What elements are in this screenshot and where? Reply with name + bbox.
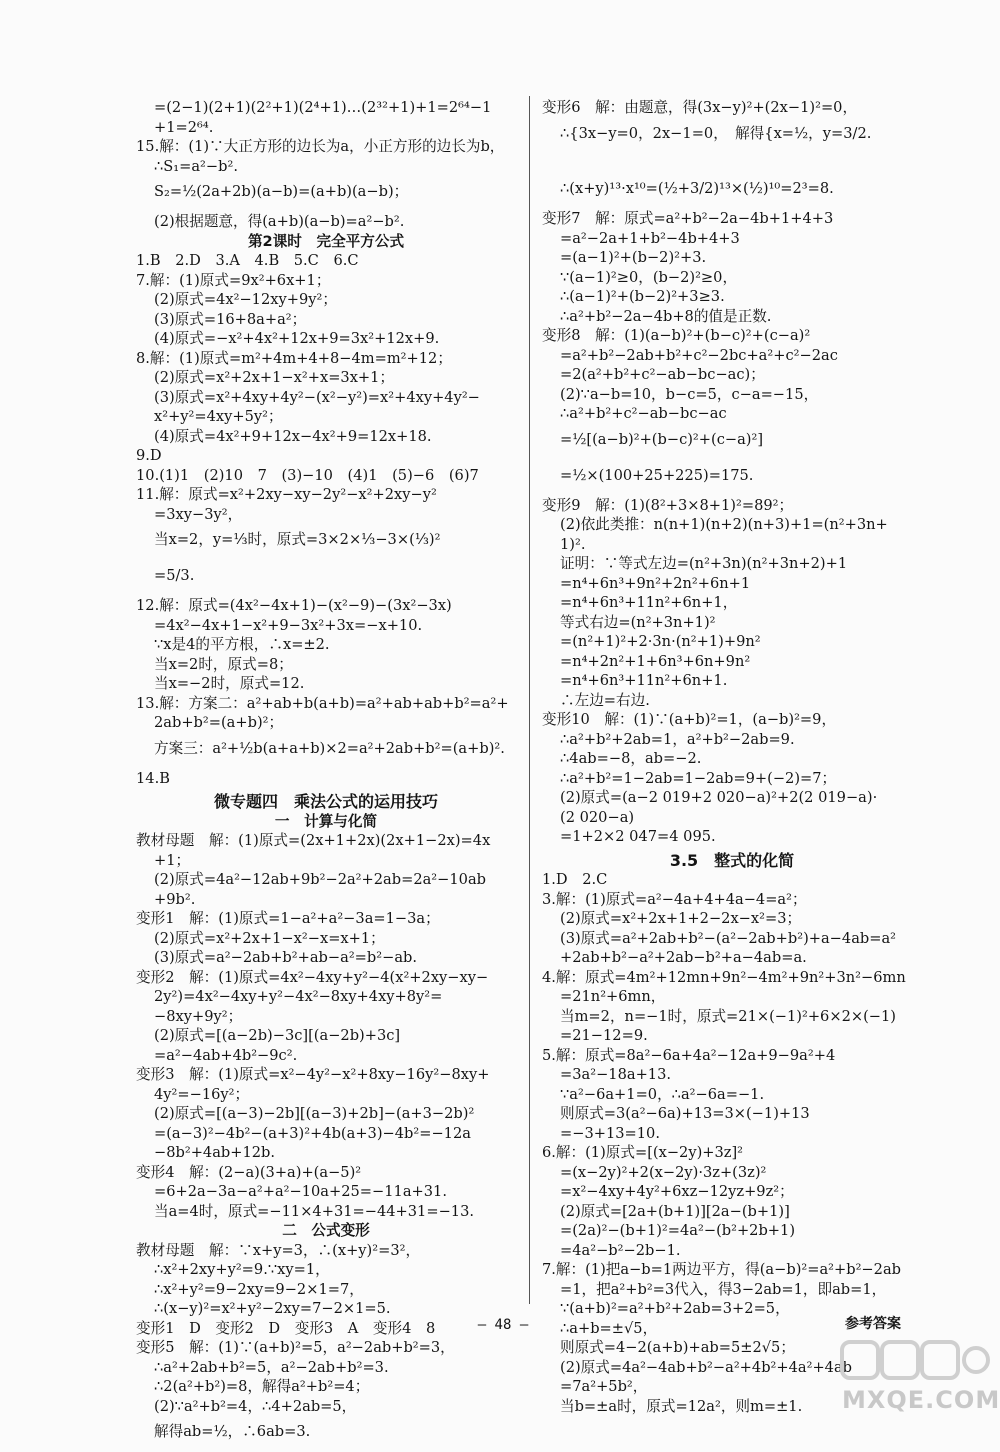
right-column-line: =1+2×2 047=4 095. bbox=[560, 828, 716, 845]
left-column-line: 15.解：(1)∵大正方形的边长为a，小正方形的边长为b， bbox=[136, 138, 505, 155]
left-column-line: (3)原式=x²+4xy+4y²−(x²−y²)=x²+4xy+4y²− bbox=[154, 388, 480, 406]
left-column-line: ∴(x−y)²=x²+y²−2xy=7−2×1=5. bbox=[154, 1300, 391, 1317]
right-column-line: 变形10 解：(1)∵(a+b)²=1，(a−b)²=9， bbox=[542, 711, 837, 728]
right-column-line: (2)原式=x²+2x+1+2−2x−x²=3； bbox=[560, 910, 802, 927]
left-column-line: (2)∵a²+b²=4，∴4+2ab=5， bbox=[154, 1397, 357, 1415]
right-column-line: (2)依此类推：n(n+1)(n+2)(n+3)+1=(n²+3n+ bbox=[560, 516, 888, 533]
right-column-line: 1)². bbox=[560, 535, 586, 553]
right-column-line: 4.解：原式=4m²+12mn+9n²−4m²+9n²+3n²−6mn bbox=[542, 968, 906, 986]
left-column-line: ∴2(a²+b²)=8，解得a²+b²=4； bbox=[154, 1378, 370, 1395]
left-column-line: (3)原式=a²−2ab+b²+ab−a²=b²−ab. bbox=[154, 949, 417, 966]
left-column-line: 教材母题 解：∵x+y=3，∴(x+y)²=3²， bbox=[136, 1241, 421, 1259]
left-column-line: 当x=−2时，原式=12. bbox=[154, 675, 305, 692]
right-column bbox=[542, 98, 922, 1416]
left-column-line: x²+y²=4xy+5y²； bbox=[154, 408, 283, 425]
left-column-line: 9.D bbox=[136, 447, 162, 464]
right-column-line: =n⁴+6n³+9n²+2n²+6n+1 bbox=[560, 574, 751, 592]
right-column-line: (2)∵a−b=10，b−c=5，c−a=−15， bbox=[560, 385, 819, 403]
left-column-line: ∵x是4的平方根，∴x=±2. bbox=[154, 636, 330, 653]
right-column-line: 6.解：(1)原式=[(x−2y)+3z]² bbox=[542, 1144, 744, 1161]
right-column-line: ∴(x+y)¹³·x¹⁰=(½+3/2)¹³×(½)¹⁰=2³=8. bbox=[560, 180, 834, 197]
right-column-line: =(n²+1)²+2·3n·(n²+1)+9n² bbox=[560, 633, 761, 650]
left-column-line: 1.B 2.D 3.A 4.B 5.C 6.C bbox=[136, 252, 359, 269]
left-column-line: 教材母题 解：(1)原式=(2x+1+2x)(2x+1−2x)=4x bbox=[136, 832, 491, 849]
left-column-line: (2)原式=[(a−3)−2b][(a−3)+2b]−(a+3−2b)² bbox=[154, 1105, 475, 1122]
left-column-line: 4y²=−16y²； bbox=[154, 1085, 250, 1103]
right-column-line: =½×(100+25+225)=175. bbox=[560, 466, 754, 484]
right-column-line: ∴左边=右边. bbox=[560, 691, 650, 709]
right-column-line: =n⁴+6n³+11n²+6n+1. bbox=[560, 672, 728, 689]
right-column-line: =(x−2y)²+2(x−2y)·3z+(3z)² bbox=[560, 1163, 767, 1181]
right-column-line: ∴(a−1)²+(b−2)²+3≥3. bbox=[560, 288, 725, 305]
watermark-text: MXQE.COM bbox=[842, 1386, 1000, 1414]
right-column-line: =n⁴+2n²+1+6n³+6n+9n² bbox=[560, 652, 751, 670]
right-column-line: (2)原式=4a²−4ab+b²−a²+4b²+4a²+4ab bbox=[560, 1358, 853, 1376]
right-column-line: =x²−4xy+4y²+6xz−12yz+9z²； bbox=[560, 1183, 794, 1200]
right-column-line: 当b=±a时，原式=12a²，则m=±1. bbox=[560, 1397, 803, 1415]
right-column-line: (2)原式=[2a+(b+1)][2a−(b+1)] bbox=[560, 1202, 790, 1220]
left-column-line: 当x=2时，原式=8； bbox=[154, 655, 293, 673]
right-column-line: =a²−2a+1+b²−4b+4+3 bbox=[560, 229, 740, 247]
left-column-line: ∴x²+y²=9−2xy=9−2×1=7， bbox=[154, 1280, 364, 1298]
left-column-line: (2)原式=4a²−12ab+9b²−2a²+2ab=2a²−10ab bbox=[154, 871, 486, 888]
left-column-line: ∴a²+2ab+b²=5，a²−2ab+b²=3. bbox=[154, 1358, 389, 1376]
left-column-line: 变形1 解：(1)原式=1−a²+a²−3a=1−3a； bbox=[136, 910, 440, 927]
right-column-line: 3.5 整式的化简 bbox=[669, 850, 795, 870]
right-column-line bbox=[542, 154, 922, 174]
right-column-line: ∴4ab=−8，ab=−2. bbox=[560, 750, 702, 767]
left-column-line: 2y²)=4x²−4xy+y²−4x²−8xy+4xy+8y²= bbox=[154, 988, 443, 1005]
right-column-line: 变形8 解：(1)(a−b)²+(b−c)²+(c−a)² bbox=[542, 327, 811, 344]
right-column-line: =(a−1)²+(b−2)²+3. bbox=[560, 249, 707, 266]
right-column-line: 变形7 解：原式=a²+b²−2a−4b+1+4+3 bbox=[542, 210, 834, 227]
left-column-line: 微专题四 乘法公式的运用技巧 bbox=[213, 792, 438, 811]
left-column-line: 12.解：原式=(4x²−4x+1)−(x²−9)−(3x²−3x) bbox=[136, 597, 452, 614]
left-column-line: 14.B bbox=[136, 769, 170, 787]
right-column-line: ∴a²+b²+2ab=1，a²+b²−2ab=9. bbox=[560, 730, 795, 748]
left-column-line: +9b². bbox=[154, 890, 196, 908]
page-number: — 48 — bbox=[477, 1317, 529, 1333]
left-column-line: +1=2⁶⁴. bbox=[154, 118, 214, 136]
left-column-line: 13.解：方案二：a²+ab+b(a+b)=a²+ab+ab+b²=a²+ bbox=[136, 694, 509, 712]
right-column-line: 证明：∵等式左边=(n²+3n)(n²+3n+2)+1 bbox=[560, 555, 848, 572]
left-column-line: 11.解：原式=x²+2xy−xy−2y²−x²+2xy−y² bbox=[136, 486, 437, 503]
right-column-line: +2ab+b²−a²+2ab−b²+a−4ab=a. bbox=[560, 949, 807, 966]
left-column-line: =4x²−4x+1−x²+9−3x²+3x=−x+10. bbox=[154, 616, 423, 634]
left-column-line: 当x=2，y=⅓时，原式=3×2×⅓−3×(⅓)² bbox=[154, 531, 441, 548]
left-column-line: 第2课时 完全平方公式 bbox=[247, 232, 405, 250]
left-column-line: 二 公式变形 bbox=[282, 1222, 370, 1239]
left-column-line: (2)原式=4x²−12xy+9y²； bbox=[154, 291, 337, 308]
right-column-line: =(2a)²−(b+1)²=4a²−(b²+2b+1) bbox=[560, 1222, 796, 1239]
right-column-line: ∴a²+b²=1−2ab=1−2ab=9+(−2)=7； bbox=[560, 769, 837, 787]
right-column-line: ∴{3x−y=0，2x−1=0， 解得{x=½，y=3/2. bbox=[560, 124, 872, 142]
right-column-line: =21n²+6mn， bbox=[560, 988, 666, 1005]
right-column-line: =1，把a²+b²=3代入，得3−2ab=1，即ab=1， bbox=[560, 1280, 887, 1298]
right-column-line: =3a²−18a+13. bbox=[560, 1066, 671, 1083]
right-column-line: 当m=2，n=−1时，原式=21×(−1)²+6×2×(−1) bbox=[560, 1007, 896, 1025]
left-column-line: (4)原式=−x²+4x²+12x+9=3x²+12x+9. bbox=[154, 330, 440, 347]
left-column-line: (2)原式=[(a−2b)−3c][(a−2b)+3c] bbox=[154, 1027, 401, 1044]
left-column-line: =a²−4ab+4b²−9c². bbox=[154, 1046, 298, 1064]
right-column-line: 则原式=3(a²−6a)+13=3×(−1)+13 bbox=[560, 1105, 810, 1122]
right-column-line: 1.D 2.C bbox=[542, 871, 608, 888]
left-column-line: =(a−3)²−4b²−(a+3)²+4b(a+3)−4b²=−12a bbox=[154, 1124, 471, 1142]
column-divider bbox=[529, 96, 530, 1304]
left-column-line: (2)根据题意，得(a+b)(a−b)=a²−b². bbox=[154, 213, 405, 230]
right-column-line: =n⁴+6n³+11n²+6n+1， bbox=[560, 594, 738, 611]
right-column-line: ∵(a+b)²=a²+b²+2ab=3+2=5， bbox=[560, 1300, 790, 1317]
left-column-line: 一 计算与化简 bbox=[274, 812, 378, 830]
left-column-line: 变形4 解：(2−a)(3+a)+(a−5)² bbox=[136, 1163, 362, 1181]
right-column-line: ∴a²+b²−2a−4b+8的值是正数. bbox=[560, 307, 772, 325]
right-column-line: =21−12=9. bbox=[560, 1027, 648, 1044]
left-column-line: (3)原式=16+8a+a²； bbox=[154, 310, 307, 328]
left-column-line: 当a=4时，原式=−11×4+31=−44+31=−13. bbox=[154, 1202, 475, 1220]
left-column bbox=[136, 98, 516, 1452]
right-column-line: 3.解：(1)原式=a²−4a+4+4a−4=a²； bbox=[542, 890, 807, 908]
section-label: 参考答案 bbox=[845, 1316, 901, 1332]
left-column-line: 变形2 解：(1)原式=4x²−4xy+y²−4(x²+2xy−xy− bbox=[136, 968, 489, 986]
right-column-line: =4a²−b²−2b−1. bbox=[560, 1241, 681, 1259]
left-column-line: −8xy+9y²； bbox=[154, 1007, 243, 1025]
left-column-line: (2)原式=x²+2x+1−x²+x=3x+1； bbox=[154, 369, 395, 386]
left-column-line: 方案三：a²+½b(a+a+b)×2=a²+2ab+b²=(a+b)². bbox=[154, 739, 505, 757]
left-column-line: =3xy−3y²， bbox=[154, 505, 243, 523]
right-column-line: (2)原式=(a−2 019+2 020−a)²+2(2 019−a)· bbox=[560, 789, 878, 806]
right-column-line: 则原式=4−2(a+b)+ab=5±2√5； bbox=[560, 1339, 795, 1356]
right-column-line: =½[(a−b)²+(b−c)²+(c−a)²] bbox=[560, 430, 764, 448]
left-column-line: 10.(1)1 (2)10 7 (3)−10 (4)1 (5)−6 (6)7 bbox=[136, 466, 479, 484]
left-column-line: 变形3 解：(1)原式=x²−4y²−x²+8xy−16y²−8xy+ bbox=[136, 1066, 490, 1083]
right-column-line: =7a²+5b²， bbox=[560, 1378, 648, 1395]
right-column-line: =−3+13=10. bbox=[560, 1124, 660, 1142]
right-column-line: ∴a²+b²+c²−ab−bc−ac bbox=[560, 405, 727, 422]
left-column-line: =5/3. bbox=[154, 567, 195, 584]
left-column-line: =6+2a−3a−a²+a²−10a+25=−11a+31. bbox=[154, 1183, 447, 1200]
right-column-line: 5.解：原式=8a²−6a+4a²−12a+9−9a²+4 bbox=[542, 1046, 836, 1064]
right-column-line: (2 020−a) bbox=[560, 808, 635, 826]
left-column-line: 8.解：(1)原式=m²+4m+4+8−4m=m²+12； bbox=[136, 349, 452, 367]
left-column-line: ∴S₁=a²−b². bbox=[154, 157, 238, 175]
left-column-line: 变形5 解：(1)∵(a+b)²=5，a²−2ab+b²=3， bbox=[136, 1339, 455, 1356]
left-column-line: (4)原式=4x²+9+12x−4x²+9=12x+18. bbox=[154, 427, 432, 445]
right-column-line: ∵(a−1)²≥0，(b−2)²≥0， bbox=[560, 268, 738, 286]
left-column-line: 7.解：(1)原式=9x²+6x+1； bbox=[136, 271, 331, 289]
left-column-line: ∴x²+2xy+y²=9.∵xy=1， bbox=[154, 1261, 330, 1278]
left-column-line: −8b²+4ab+12b. bbox=[154, 1144, 276, 1161]
right-column-line: 变形6 解：由题意，得(3x−y)²+(2x−1)²=0， bbox=[542, 99, 858, 116]
left-column-line: 2ab+b²=(a+b)²； bbox=[154, 714, 284, 731]
right-column-line: 等式右边=(n²+3n+1)² bbox=[560, 613, 716, 631]
right-column-line: ∴a+b=±√5， bbox=[560, 1319, 658, 1337]
left-column-line: (2)原式=x²+2x+1−x²−x=x+1； bbox=[154, 929, 385, 947]
left-column-line: 解得ab=½，∴6ab=3. bbox=[154, 1423, 311, 1440]
right-column-line: =a²+b²−2ab+b²+c²−2bc+a²+c²−2ac bbox=[560, 346, 838, 364]
right-column-line: 变形9 解：(1)(8²+3×8+1)²=89²； bbox=[542, 496, 794, 514]
left-column-line: 变形1 D 变形2 D 变形3 A 变形4 8 bbox=[136, 1319, 436, 1337]
left-column-line: S₂=½(2a+2b)(a−b)=(a+b)(a−b)； bbox=[154, 183, 409, 200]
right-column-line: 7.解：(1)把a−b=1两边平方，得(a−b)²=a²+b²−2ab bbox=[542, 1261, 901, 1278]
left-column-line: =(2−1)(2+1)(2²+1)(2⁴+1)…(2³²+1)+1=2⁶⁴−1 bbox=[154, 99, 492, 116]
right-column-line: ∵a²−6a+1=0，∴a²−6a=−1. bbox=[560, 1085, 765, 1103]
right-column-line: (3)原式=a²+2ab+b²−(a²−2ab+b²)+a−4ab=a² bbox=[560, 929, 897, 947]
left-column-line: +1； bbox=[154, 851, 191, 869]
right-column-line: =2(a²+b²+c²−ab−bc−ac)； bbox=[560, 366, 765, 383]
